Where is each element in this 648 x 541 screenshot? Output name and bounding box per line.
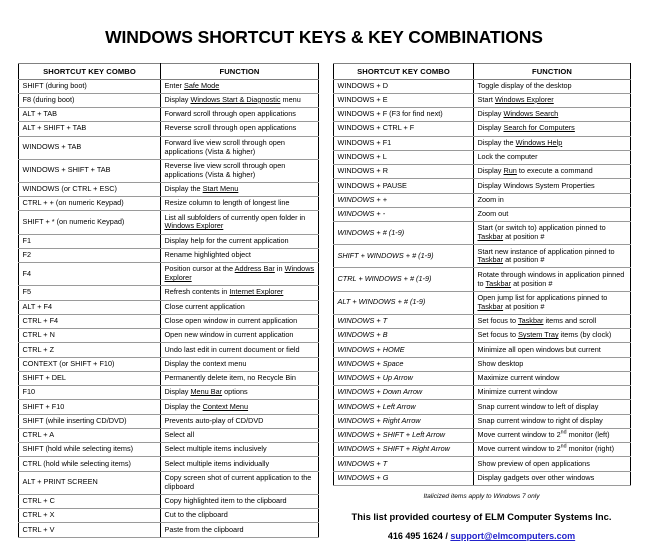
- table-row: [19, 428, 319, 442]
- shortcut-combo-cell: CTRL + X: [19, 509, 161, 523]
- shortcut-combo-cell: WINDOWS + Space: [334, 357, 474, 371]
- table-row: [19, 286, 319, 300]
- email-link[interactable]: support@elmcomputers.com: [450, 530, 576, 541]
- table-row: [19, 494, 319, 508]
- shortcut-combo-cell: CTRL + V: [19, 523, 161, 537]
- table-row: [19, 182, 319, 196]
- table-row: [19, 314, 319, 328]
- table-row: [19, 400, 319, 414]
- function-cell: Select all: [161, 428, 319, 442]
- table-row: [334, 93, 631, 107]
- table-row: [19, 357, 319, 371]
- shortcut-combo-cell: ALT + F4: [19, 300, 161, 314]
- table-row: [334, 314, 631, 328]
- function-cell: Display Menu Bar options: [161, 386, 319, 400]
- shortcut-combo-cell: CTRL + N: [19, 329, 161, 343]
- shortcut-combo-cell: WINDOWS + SHIFT + TAB: [19, 159, 161, 182]
- function-cell: Maximize current window: [474, 371, 631, 385]
- function-cell: Close open window in current application: [161, 314, 319, 328]
- shortcut-combo-cell: WINDOWS + Down Arrow: [334, 386, 474, 400]
- table-row: [19, 263, 319, 286]
- shortcut-combo-cell: CTRL + A: [19, 428, 161, 442]
- shortcut-combo-cell: WINDOWS + CTRL + F: [334, 122, 474, 136]
- function-cell: Display Windows Search: [474, 108, 631, 122]
- table-row: [334, 108, 631, 122]
- function-cell: Set focus to System Tray items (by clock): [474, 329, 631, 343]
- column-header-function: FUNCTION: [161, 64, 319, 79]
- table-row: [334, 386, 631, 400]
- shortcut-combo-cell: WINDOWS + TAB: [19, 136, 161, 159]
- table-row: [334, 150, 631, 164]
- function-cell: Minimize all open windows but current: [474, 343, 631, 357]
- shortcut-combo-cell: F5: [19, 286, 161, 300]
- table-row: [19, 248, 319, 262]
- shortcut-combo-cell: WINDOWS + B: [334, 329, 474, 343]
- table-row: [334, 357, 631, 371]
- function-cell: Zoom out: [474, 207, 631, 221]
- function-cell: Open jump list for applications pinned to Taskbar at position #: [474, 291, 631, 314]
- shortcut-combo-cell: CTRL + Z: [19, 343, 161, 357]
- table-header-row: [19, 64, 319, 79]
- table-row: [19, 371, 319, 385]
- table-row: [19, 108, 319, 122]
- table-row: [19, 509, 319, 523]
- function-cell: Position cursor at the Address Bar in Windows Explorer: [161, 263, 319, 286]
- shortcut-combo-cell: WINDOWS + T: [334, 457, 474, 471]
- shortcut-combo-cell: ALT + TAB: [19, 108, 161, 122]
- shortcut-combo-cell: WINDOWS + Left Arrow: [334, 400, 474, 414]
- function-cell: Rotate through windows in application pinned to Taskbar at position #: [474, 268, 631, 291]
- shortcut-combo-cell: CTRL + + (on numeric Keypad): [19, 197, 161, 211]
- shortcut-combo-cell: F10: [19, 386, 161, 400]
- tables-container: [0, 47, 648, 541]
- shortcut-combo-cell: CONTEXT (or SHIFT + F10): [19, 357, 161, 371]
- table-row: [19, 234, 319, 248]
- table-row: [19, 79, 319, 93]
- shortcut-combo-cell: WINDOWS + Right Arrow: [334, 414, 474, 428]
- footer: [333, 486, 630, 541]
- shortcut-combo-cell: ALT + WINDOWS + # (1-9): [334, 291, 474, 314]
- shortcut-combo-cell: WINDOWS + +: [334, 193, 474, 207]
- function-cell: Display the Start Menu: [161, 182, 319, 196]
- shortcut-combo-cell: WINDOWS + SHIFT + Right Arrow: [334, 443, 474, 457]
- shortcut-combo-cell: WINDOWS + F (F3 for find next): [334, 108, 474, 122]
- table-row: [334, 179, 631, 193]
- function-cell: Forward live view scroll through open applications (Vista & higher): [161, 136, 319, 159]
- table-body-left: [19, 79, 319, 537]
- shortcut-combo-cell: CTRL + C: [19, 494, 161, 508]
- shortcut-combo-cell: WINDOWS + SHIFT + Left Arrow: [334, 428, 474, 442]
- table-row: [19, 122, 319, 136]
- shortcut-combo-cell: WINDOWS + T: [334, 314, 474, 328]
- shortcut-combo-cell: WINDOWS + D: [334, 79, 474, 93]
- shortcut-combo-cell: SHIFT + DEL: [19, 371, 161, 385]
- right-column-block: [333, 63, 630, 541]
- table-row: [334, 471, 631, 485]
- function-cell: Start new instance of application pinned to Taskbar at position #: [474, 245, 631, 268]
- function-cell: Zoom in: [474, 193, 631, 207]
- function-cell: Resize column to length of longest line: [161, 197, 319, 211]
- function-cell: Reverse scroll through open applications: [161, 122, 319, 136]
- table-row: [19, 300, 319, 314]
- function-cell: Display Run to execute a command: [474, 165, 631, 179]
- shortcut-combo-cell: WINDOWS + L: [334, 150, 474, 164]
- shortcut-combo-cell: CTRL + F4: [19, 314, 161, 328]
- table-row: [334, 122, 631, 136]
- table-row: [19, 414, 319, 428]
- function-cell: Undo last edit in current document or field: [161, 343, 319, 357]
- shortcut-combo-cell: WINDOWS + Up Arrow: [334, 371, 474, 385]
- table-row: [19, 211, 319, 234]
- function-cell: List all subfolders of currently open folder in Windows Explorer: [161, 211, 319, 234]
- table-row: [19, 457, 319, 471]
- table-row: [334, 245, 631, 268]
- table-row: [334, 329, 631, 343]
- shortcut-combo-cell: WINDOWS + HOME: [334, 343, 474, 357]
- function-cell: Forward scroll through open applications: [161, 108, 319, 122]
- function-cell: Minimize current window: [474, 386, 631, 400]
- function-cell: Start (or switch to) application pinned to Taskbar at position #: [474, 222, 631, 245]
- function-cell: Refresh contents in Internet Explorer: [161, 286, 319, 300]
- function-cell: Move current window to 2nd monitor (left): [474, 428, 631, 442]
- column-header-combo: SHORTCUT KEY COMBO: [334, 64, 474, 79]
- table-row: [334, 457, 631, 471]
- table-row: [334, 291, 631, 314]
- function-cell: Move current window to 2nd monitor (right): [474, 443, 631, 457]
- table-row: [334, 193, 631, 207]
- table-row: [334, 207, 631, 221]
- column-header-function: FUNCTION: [474, 64, 631, 79]
- table-body-right: [334, 79, 631, 485]
- table-row: [19, 343, 319, 357]
- function-cell: Display help for the current application: [161, 234, 319, 248]
- shortcut-combo-cell: WINDOWS (or CTRL + ESC): [19, 182, 161, 196]
- function-cell: Paste from the clipboard: [161, 523, 319, 537]
- table-row: [19, 471, 319, 494]
- phone-number: 416 495 1624: [387, 530, 443, 541]
- contact-line: [351, 531, 612, 541]
- table-row: [334, 428, 631, 442]
- shortcut-table-right: [333, 63, 631, 486]
- function-cell: Select multiple items individually: [161, 457, 319, 471]
- shortcut-combo-cell: F8 (during boot): [19, 93, 161, 107]
- shortcut-combo-cell: CTRL (hold while selecting items): [19, 457, 161, 471]
- function-cell: Select multiple items inclusively: [161, 443, 319, 457]
- shortcut-combo-cell: F1: [19, 234, 161, 248]
- table-row: [19, 93, 319, 107]
- table-row: [19, 159, 319, 182]
- table-row: [19, 329, 319, 343]
- shortcut-combo-cell: SHIFT (hold while selecting items): [19, 443, 161, 457]
- function-cell: Show preview of open applications: [474, 457, 631, 471]
- function-cell: Copy highlighted item to the clipboard: [161, 494, 319, 508]
- italic-note: Italicized items apply to Windows 7 only: [423, 492, 540, 500]
- function-cell: Snap current window to right of display: [474, 414, 631, 428]
- table-row: [334, 165, 631, 179]
- shortcut-combo-cell: SHIFT + * (on numeric Keypad): [19, 211, 161, 234]
- shortcut-table-left: [18, 63, 319, 537]
- shortcut-combo-cell: SHIFT (while inserting CD/DVD): [19, 414, 161, 428]
- function-cell: Lock the computer: [474, 150, 631, 164]
- shortcut-combo-cell: WINDOWS + F1: [334, 136, 474, 150]
- table-row: [334, 371, 631, 385]
- function-cell: Show desktop: [474, 357, 631, 371]
- shortcut-combo-cell: SHIFT (during boot): [19, 79, 161, 93]
- function-cell: Cut to the clipboard: [161, 509, 319, 523]
- courtesy-line: This list provided courtesy of ELM Computer Systems Inc.: [351, 510, 612, 522]
- shortcut-combo-cell: WINDOWS + E: [334, 93, 474, 107]
- table-row: [334, 343, 631, 357]
- shortcut-combo-cell: ALT + SHIFT + TAB: [19, 122, 161, 136]
- function-cell: Rename highlighted object: [161, 248, 319, 262]
- function-cell: Display the context menu: [161, 357, 319, 371]
- function-cell: Reverse live view scroll through open applications (Vista & higher): [161, 159, 319, 182]
- table-row: [19, 197, 319, 211]
- function-cell: Start Windows Explorer: [474, 93, 631, 107]
- function-cell: Display Search for Computers: [474, 122, 631, 136]
- shortcut-combo-cell: ALT + PRINT SCREEN: [19, 471, 161, 494]
- table-row: [19, 386, 319, 400]
- function-cell: Copy screen shot of current application to the clipboard: [161, 471, 319, 494]
- table-row: [19, 443, 319, 457]
- function-cell: Enter Safe Mode: [161, 79, 319, 93]
- shortcut-combo-cell: WINDOWS + R: [334, 165, 474, 179]
- table-row: [334, 79, 631, 93]
- shortcut-combo-cell: WINDOWS + # (1-9): [334, 222, 474, 245]
- function-cell: Snap current window to left of display: [474, 400, 631, 414]
- shortcut-combo-cell: CTRL + WINDOWS + # (1-9): [334, 268, 474, 291]
- function-cell: Prevents auto-play of CD/DVD: [161, 414, 319, 428]
- function-cell: Display the Windows Help: [474, 136, 631, 150]
- table-row: [334, 136, 631, 150]
- function-cell: Display Windows Start & Diagnostic menu: [161, 93, 319, 107]
- table-row: [19, 136, 319, 159]
- table-header-row: [334, 64, 631, 79]
- column-header-combo: SHORTCUT KEY COMBO: [19, 64, 161, 79]
- shortcut-combo-cell: WINDOWS + -: [334, 207, 474, 221]
- shortcut-combo-cell: F4: [19, 263, 161, 286]
- shortcut-combo-cell: F2: [19, 248, 161, 262]
- function-cell: Close current application: [161, 300, 319, 314]
- function-cell: Display the Context Menu: [161, 400, 319, 414]
- function-cell: Permanently delete item, no Recycle Bin: [161, 371, 319, 385]
- shortcut-combo-cell: WINDOWS + G: [334, 471, 474, 485]
- shortcut-combo-cell: SHIFT + WINDOWS + # (1-9): [334, 245, 474, 268]
- table-row: [334, 400, 631, 414]
- function-cell: Display Windows System Properties: [474, 179, 631, 193]
- function-cell: Open new window in current application: [161, 329, 319, 343]
- table-row: [334, 443, 631, 457]
- function-cell: Set focus to Taskbar items and scroll: [474, 314, 631, 328]
- shortcut-combo-cell: WINDOWS + PAUSE: [334, 179, 474, 193]
- page-title: WINDOWS SHORTCUT KEYS & KEY COMBINATIONS: [105, 27, 543, 47]
- table-row: [334, 414, 631, 428]
- function-cell: Display gadgets over other windows: [474, 471, 631, 485]
- table-row: [19, 523, 319, 537]
- separator: /: [442, 530, 451, 541]
- shortcut-combo-cell: SHIFT + F10: [19, 400, 161, 414]
- function-cell: Toggle display of the desktop: [474, 79, 631, 93]
- table-row: [334, 268, 631, 291]
- table-row: [334, 222, 631, 245]
